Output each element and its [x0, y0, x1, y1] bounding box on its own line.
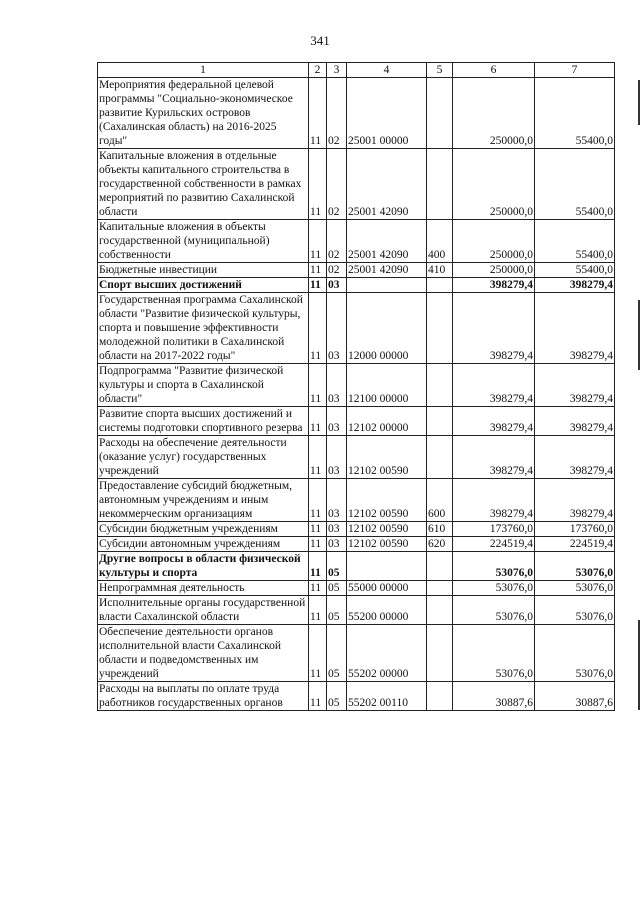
column-header: 4 [347, 63, 427, 78]
amount-cell-2018: 53076,0 [453, 581, 535, 596]
column-header: 2 [309, 63, 327, 78]
row-name-cell: Капитальные вложения в объекты государственной (муниципальной) собственности [98, 220, 309, 263]
target-article-cell: 55202 00000 [347, 625, 427, 682]
amount-cell-2018: 398279,4 [453, 479, 535, 522]
column-header: 1 [98, 63, 309, 78]
expense-type-cell: 400 [427, 220, 453, 263]
amount-cell-2018: 53076,0 [453, 552, 535, 581]
expense-type-cell [427, 596, 453, 625]
expense-type-cell: 620 [427, 537, 453, 552]
amount-cell-2019: 173760,0 [535, 522, 615, 537]
amount-cell-2019: 398279,4 [535, 293, 615, 364]
column-header: 5 [427, 63, 453, 78]
expense-type-cell [427, 78, 453, 149]
target-article-cell: 12102 00590 [347, 537, 427, 552]
expense-type-cell: 410 [427, 263, 453, 278]
table-row [98, 436, 615, 479]
row-name-cell: Расходы на выплаты по оплате труда работников государственных органов [98, 682, 309, 711]
amount-cell-2018: 224519,4 [453, 537, 535, 552]
subsection-code-cell: 05 [327, 552, 347, 581]
subsection-code-cell: 03 [327, 522, 347, 537]
amount-cell-2018: 250000,0 [453, 78, 535, 149]
amount-cell-2018: 398279,4 [453, 407, 535, 436]
column-header: 3 [327, 63, 347, 78]
table-row [98, 263, 615, 278]
table-row [98, 596, 615, 625]
target-article-cell [347, 552, 427, 581]
amount-cell-2018: 398279,4 [453, 293, 535, 364]
amount-cell-2018: 398279,4 [453, 436, 535, 479]
table-row [98, 278, 615, 293]
target-article-cell: 55200 00000 [347, 596, 427, 625]
row-name-cell: Другие вопросы в области физической культуры и спорта [98, 552, 309, 581]
target-article-cell: 55000 00000 [347, 581, 427, 596]
table-row [98, 522, 615, 537]
section-code-cell: 11 [309, 537, 327, 552]
subsection-code-cell: 03 [327, 479, 347, 522]
section-code-cell: 11 [309, 479, 327, 522]
subsection-code-cell: 02 [327, 78, 347, 149]
expense-type-cell [427, 364, 453, 407]
row-name-cell: Непрограммная деятельность [98, 581, 309, 596]
amount-cell-2019: 398279,4 [535, 436, 615, 479]
table-row [98, 220, 615, 263]
row-name-cell: Мероприятия федеральной целевой программы "Социально-экономическое развитие Курильских островов (Сахалинская область) на 2016-2025 годы" [98, 78, 309, 149]
expense-type-cell [427, 581, 453, 596]
row-name-cell: Бюджетные инвестиции [98, 263, 309, 278]
amount-cell-2018: 398279,4 [453, 364, 535, 407]
subsection-code-cell: 05 [327, 581, 347, 596]
expense-type-cell [427, 552, 453, 581]
subsection-code-cell: 05 [327, 596, 347, 625]
expense-type-cell: 600 [427, 479, 453, 522]
amount-cell-2018: 30887,6 [453, 682, 535, 711]
row-name-cell: Расходы на обеспечение деятельности (оказание услуг) государственных учреждений [98, 436, 309, 479]
row-name-cell: Обеспечение деятельности органов исполнительной власти Сахалинской области и подведомственных им учреждений [98, 625, 309, 682]
amount-cell-2018: 53076,0 [453, 625, 535, 682]
amount-cell-2019: 55400,0 [535, 78, 615, 149]
target-article-cell [347, 278, 427, 293]
table-row [98, 407, 615, 436]
amount-cell-2019: 398279,4 [535, 278, 615, 293]
section-code-cell: 11 [309, 581, 327, 596]
section-code-cell: 11 [309, 596, 327, 625]
expense-type-cell [427, 293, 453, 364]
section-code-cell: 11 [309, 220, 327, 263]
subsection-code-cell: 03 [327, 407, 347, 436]
subsection-code-cell: 02 [327, 263, 347, 278]
amount-cell-2018: 398279,4 [453, 278, 535, 293]
expense-type-cell [427, 407, 453, 436]
subsection-code-cell: 05 [327, 625, 347, 682]
target-article-cell: 25001 42090 [347, 149, 427, 220]
amount-cell-2019: 224519,4 [535, 537, 615, 552]
amount-cell-2019: 53076,0 [535, 552, 615, 581]
target-article-cell: 25001 00000 [347, 78, 427, 149]
subsection-code-cell: 02 [327, 220, 347, 263]
table-row [98, 581, 615, 596]
table-row [98, 682, 615, 711]
row-name-cell: Субсидии автономным учреждениям [98, 537, 309, 552]
section-code-cell: 11 [309, 78, 327, 149]
row-name-cell: Субсидии бюджетным учреждениям [98, 522, 309, 537]
amount-cell-2019: 55400,0 [535, 263, 615, 278]
row-name-cell: Спорт высших достижений [98, 278, 309, 293]
subsection-code-cell: 03 [327, 436, 347, 479]
amount-cell-2019: 53076,0 [535, 581, 615, 596]
table-row [98, 149, 615, 220]
row-name-cell: Развитие спорта высших достижений и системы подготовки спортивного резерва [98, 407, 309, 436]
target-article-cell: 12102 00590 [347, 479, 427, 522]
amount-cell-2018: 250000,0 [453, 263, 535, 278]
expense-type-cell [427, 149, 453, 220]
column-header: 7 [535, 63, 615, 78]
row-name-cell: Предоставление субсидий бюджетным, автономным учреждениям и иным некоммерческим организациям [98, 479, 309, 522]
subsection-code-cell: 03 [327, 537, 347, 552]
amount-cell-2018: 250000,0 [453, 149, 535, 220]
expense-type-cell: 610 [427, 522, 453, 537]
amount-cell-2019: 398279,4 [535, 407, 615, 436]
expense-type-cell [427, 625, 453, 682]
expense-type-cell [427, 436, 453, 479]
section-code-cell: 11 [309, 552, 327, 581]
column-header: 6 [453, 63, 535, 78]
amount-cell-2019: 30887,6 [535, 682, 615, 711]
budget-table [97, 62, 615, 711]
subsection-code-cell: 02 [327, 149, 347, 220]
table-body [98, 78, 615, 711]
target-article-cell: 12000 00000 [347, 293, 427, 364]
expense-type-cell [427, 278, 453, 293]
table-row [98, 537, 615, 552]
target-article-cell: 12102 00000 [347, 407, 427, 436]
section-code-cell: 11 [309, 682, 327, 711]
amount-cell-2019: 53076,0 [535, 596, 615, 625]
amount-cell-2018: 53076,0 [453, 596, 535, 625]
target-article-cell: 55202 00110 [347, 682, 427, 711]
section-code-cell: 11 [309, 149, 327, 220]
table-row [98, 78, 615, 149]
section-code-cell: 11 [309, 407, 327, 436]
section-code-cell: 11 [309, 522, 327, 537]
amount-cell-2019: 53076,0 [535, 625, 615, 682]
amount-cell-2019: 55400,0 [535, 220, 615, 263]
row-name-cell: Исполнительные органы государственной власти Сахалинской области [98, 596, 309, 625]
amount-cell-2019: 398279,4 [535, 364, 615, 407]
section-code-cell: 11 [309, 263, 327, 278]
table-row [98, 625, 615, 682]
subsection-code-cell: 03 [327, 364, 347, 407]
row-name-cell: Капитальные вложения в отдельные объекты капитального строительства в государственной собственности в рамках мероприятий по развитию Сахалинской области [98, 149, 309, 220]
target-article-cell: 12102 00590 [347, 522, 427, 537]
section-code-cell: 11 [309, 278, 327, 293]
expense-type-cell [427, 682, 453, 711]
target-article-cell: 12100 00000 [347, 364, 427, 407]
target-article-cell: 25001 42090 [347, 220, 427, 263]
table-row [98, 479, 615, 522]
subsection-code-cell: 05 [327, 682, 347, 711]
page-number: 341 [310, 33, 330, 48]
section-code-cell: 11 [309, 364, 327, 407]
section-code-cell: 11 [309, 293, 327, 364]
table-row [98, 552, 615, 581]
section-code-cell: 11 [309, 625, 327, 682]
subsection-code-cell: 03 [327, 293, 347, 364]
subsection-code-cell: 03 [327, 278, 347, 293]
header-row [98, 63, 615, 78]
section-code-cell: 11 [309, 436, 327, 479]
target-article-cell: 12102 00590 [347, 436, 427, 479]
table-row [98, 364, 615, 407]
target-article-cell: 25001 42090 [347, 263, 427, 278]
row-name-cell: Подпрограмма "Развитие физической культуры и спорта в Сахалинской области" [98, 364, 309, 407]
amount-cell-2018: 173760,0 [453, 522, 535, 537]
row-name-cell: Государственная программа Сахалинской области "Развитие физической культуры, спорта и повышение эффективности молодежной политики в Сахалинской области на 2017-2022 годы" [98, 293, 309, 364]
amount-cell-2019: 398279,4 [535, 479, 615, 522]
amount-cell-2019: 55400,0 [535, 149, 615, 220]
table-row [98, 293, 615, 364]
amount-cell-2018: 250000,0 [453, 220, 535, 263]
